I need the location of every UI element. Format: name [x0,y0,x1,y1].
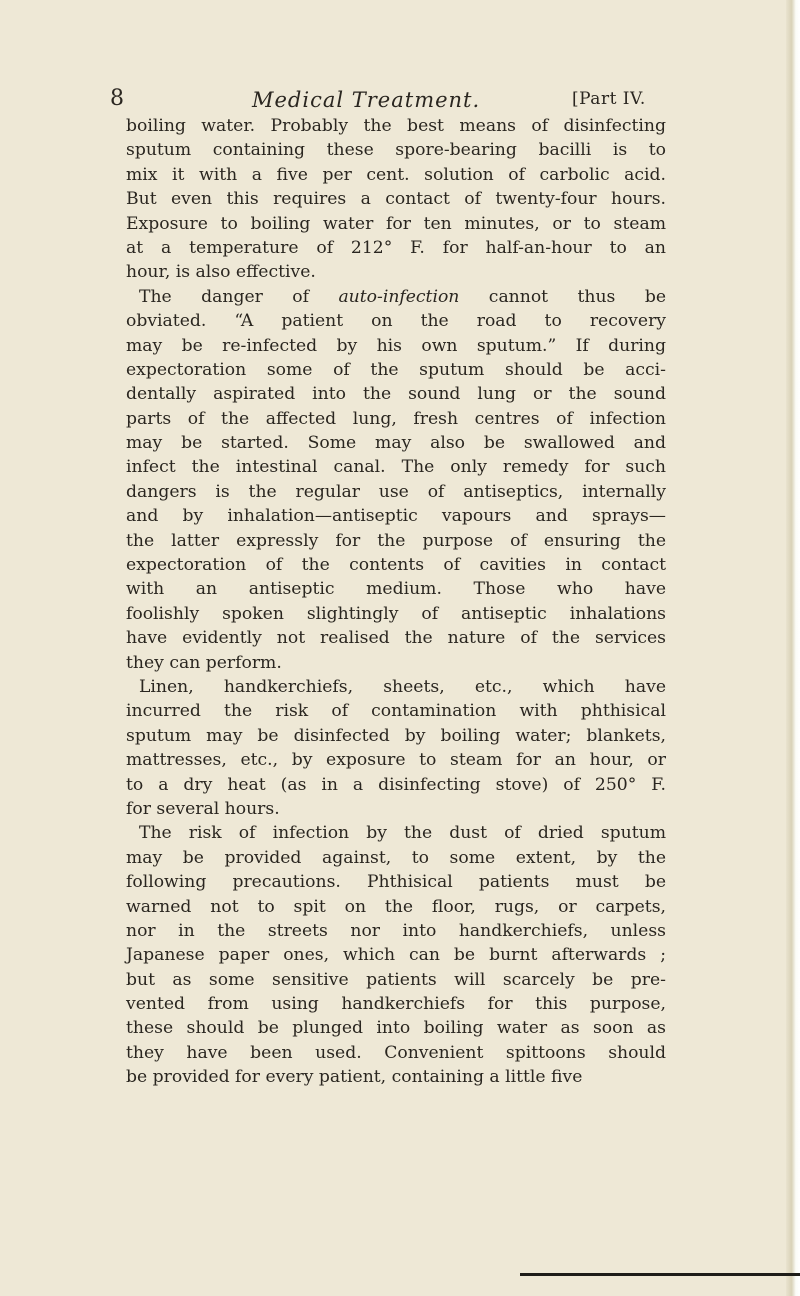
text-line: boiling water. Probably the best means of disinfecting [126,116,666,136]
text-line: vented from using handkerchiefs for this purpose, [126,994,666,1015]
part-label: [Part IV. [572,89,646,109]
text-line: for several hours. [126,798,280,819]
book-spine-edge [786,0,800,1296]
text-line: mix it with a five per cent. solution of carbolic acid. [126,164,666,185]
text-line: and by inhalation—antiseptic vapours and sprays— [126,506,666,527]
text-line: hour, is also effective. [126,262,316,283]
text-line: may be provided against, to some extent, by the [126,847,666,868]
body-text [126,114,666,1090]
text-line: following precautions. Phthisical patients must be [126,872,666,893]
text-line: have evidently not realised the nature of the services [126,628,666,649]
text-line: incurred the risk of contamination with phthisical [126,701,666,722]
bottom-edge-rule [520,1273,800,1276]
text-line: obviated. “A patient on the road to recovery [126,311,666,332]
text-line: warned not to spit on the floor, rugs, or carpets, [126,896,666,917]
text-line: with an antiseptic medium. Those who have [126,579,666,600]
text-line: parts of the affected lung, fresh centres of infection [126,408,666,429]
text-line: The danger of auto-infection cannot thus be [139,286,666,307]
text-line: dentally aspirated into the sound lung or the sound [126,384,666,405]
text-line: these should be plunged into boiling water as soon as [126,1018,666,1039]
running-title: Medical Treatment. [252,88,481,112]
text-line: they can perform. [126,652,282,673]
emphasis-text: auto-infection [338,286,460,307]
text-line: mattresses, etc., by exposure to steam for an hour, or [126,750,666,771]
text-line: sputum may be disinfected by boiling water; blankets, [126,725,666,746]
text-line: expectoration of the contents of cavities in contact [126,555,666,576]
text-line: Exposure to boiling water for ten minutes, or to steam [126,213,666,234]
text-line: may be re-infected by his own sputum.” If during [126,335,666,356]
page-header [110,86,660,114]
text-line: expectoration some of the sputum should be acci- [126,359,666,380]
page-number: 8 [110,86,124,111]
text-line: be provided for every patient, containing a little five [126,1067,583,1088]
text-line: nor in the streets nor into handkerchiefs, unless [126,920,666,941]
text-line: But even this requires a contact of twenty-four hours. [126,189,666,210]
text-line: at a temperature of 212° F. for half-an-hour to an [126,237,666,258]
text-line: infect the intestinal canal. The only remedy for such [126,457,666,478]
text-line: foolishly spoken slightingly of antiseptic inhalations [126,603,666,624]
text-line: Linen, handkerchiefs, sheets, etc., which have [139,676,666,697]
text-line: but as some sensitive patients will scarcely be pre- [126,969,666,990]
text-line: to a dry heat (as in a disinfecting stove) of 250° F. [126,774,666,795]
text-line: Japanese paper ones, which can be burnt afterwards ; [126,945,666,966]
text-line: may be started. Some may also be swallowed and [126,433,666,454]
text-line: the latter expressly for the purpose of ensuring the [126,530,666,551]
text-line: The risk of infection by the dust of dried sputum [139,823,666,844]
text-line: dangers is the regular use of antiseptics, internally [126,481,666,502]
text-line: they have been used. Convenient spittoons should [126,1042,666,1063]
text-line: sputum containing these spore-bearing bacilli is to [126,140,666,161]
